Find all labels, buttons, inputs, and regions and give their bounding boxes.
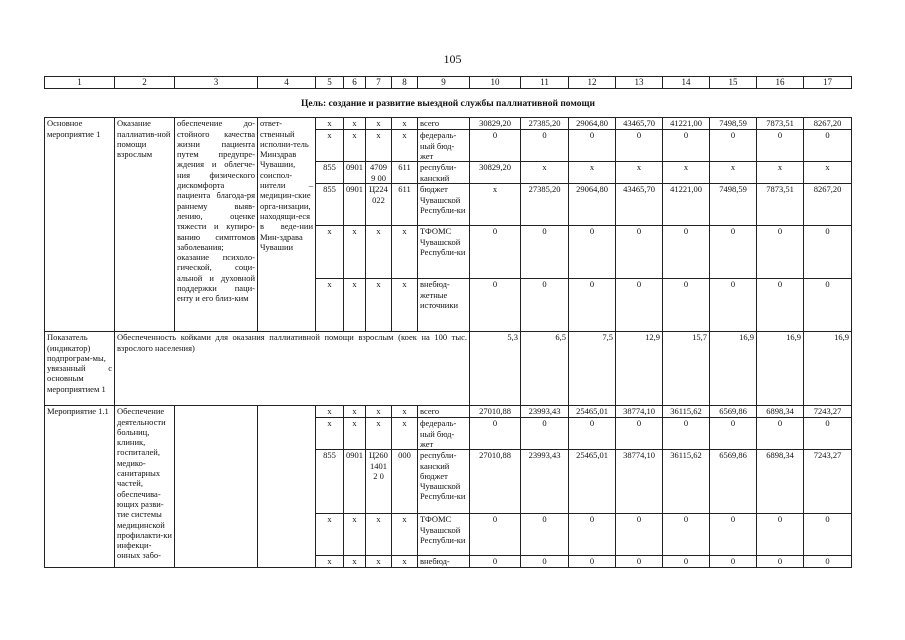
table-cell: x — [316, 130, 344, 162]
value-cell: 0 — [710, 556, 757, 568]
value-cell: 0 — [710, 226, 757, 279]
value-cell: x — [710, 162, 757, 184]
funding-source: республи-канский бюджет Чувашской Республи-ки — [418, 450, 470, 514]
column-number: 7 — [366, 77, 392, 89]
value-cell: 0 — [663, 514, 710, 556]
funding-source: всего — [418, 406, 470, 418]
table-cell: x — [392, 514, 418, 556]
value-cell: 36115,62 — [663, 406, 710, 418]
value-cell: 27385,20 — [521, 118, 569, 130]
value-cell: 0 — [804, 279, 852, 332]
value-cell: 0 — [521, 226, 569, 279]
indicator-value: 16,9 — [757, 332, 804, 406]
column-number: 13 — [616, 77, 663, 89]
funding-source: ТФОМС Чувашской Республи-ки — [418, 514, 470, 556]
value-cell: 0 — [470, 556, 521, 568]
table-cell: x — [316, 118, 344, 130]
table-row — [45, 406, 852, 418]
value-cell: 0 — [521, 130, 569, 162]
value-cell: 0 — [470, 130, 521, 162]
value-cell: 0 — [569, 556, 616, 568]
table-cell: x — [344, 418, 366, 450]
value-cell: 6898,34 — [757, 406, 804, 418]
value-cell: 0 — [757, 130, 804, 162]
column-number: 10 — [470, 77, 521, 89]
value-cell: 6898,34 — [757, 450, 804, 514]
value-cell: x — [663, 162, 710, 184]
table-cell: x — [392, 118, 418, 130]
table-cell: Ц260 14012 0 — [366, 450, 392, 514]
indicator-text: Обеспеченность койками для оказания паллиативной помощи взрослым (коек на 100 тыс. взрослого населения) — [115, 332, 470, 406]
value-cell: 0 — [663, 226, 710, 279]
goal-row — [45, 89, 852, 118]
value-cell: 7498,59 — [710, 118, 757, 130]
value-cell: 0 — [616, 279, 663, 332]
value-cell: 41221,00 — [663, 184, 710, 226]
value-cell: 8267,20 — [804, 184, 852, 226]
table-cell: 855 — [316, 450, 344, 514]
page-number: 105 — [443, 52, 462, 66]
value-cell: 0 — [804, 226, 852, 279]
value-cell: 0 — [470, 418, 521, 450]
table-cell: x — [392, 130, 418, 162]
value-cell: 25465,01 — [569, 406, 616, 418]
value-cell: 0 — [470, 279, 521, 332]
value-cell: 0 — [757, 279, 804, 332]
table-cell: 0901 — [344, 162, 366, 184]
table-cell: 000 — [392, 450, 418, 514]
event-title: Обеспечение деятельности больниц, клиник, госпиталей, медико-санитарных частей, обеспечива-ющих разви-тие системы медицинской профилакти-ки инфекци-онных забо- — [115, 406, 175, 568]
table-cell: x — [316, 418, 344, 450]
value-cell: 0 — [616, 418, 663, 450]
column-number: 3 — [175, 77, 258, 89]
table-cell: 0901 — [344, 184, 366, 226]
column-number: 8 — [392, 77, 418, 89]
value-cell: 36115,62 — [663, 450, 710, 514]
budget-table — [44, 76, 852, 568]
value-cell: 38774,10 — [616, 450, 663, 514]
table-cell: Ц224 022 — [366, 184, 392, 226]
value-cell: 6569,86 — [710, 406, 757, 418]
table-cell: x — [316, 226, 344, 279]
column-number: 11 — [521, 77, 569, 89]
value-cell: 0 — [521, 418, 569, 450]
funding-source: внебюд- — [418, 556, 470, 568]
table-cell: 855 — [316, 162, 344, 184]
value-cell: 27385,20 — [521, 184, 569, 226]
event-description: обеспечение до-стойного качества жизни пациента путем предупре-ждения и облегче-ния физического дискомфорта пациента благода-ря раннему выяв-лению, оценке тяжести и купиро-ванию симптомов заболевания; оказание психоло-гической, соци-альной и духовной поддержки паци-енту и его близ-ким — [175, 118, 258, 332]
funding-source: федераль-ный бюд-жет — [418, 130, 470, 162]
value-cell: 43465,70 — [616, 184, 663, 226]
funding-source: бюджет Чувашской Республи-ки — [418, 184, 470, 226]
value-cell: 0 — [569, 130, 616, 162]
indicator-value: 12,9 — [616, 332, 663, 406]
value-cell: x — [521, 162, 569, 184]
indicator-value: 15,7 — [663, 332, 710, 406]
value-cell: 0 — [663, 418, 710, 450]
table-cell: x — [344, 226, 366, 279]
table-cell: x — [344, 406, 366, 418]
value-cell: 30829,20 — [470, 162, 521, 184]
table-cell: x — [366, 418, 392, 450]
table-cell: x — [344, 279, 366, 332]
funding-source: внебюд-жетные источники — [418, 279, 470, 332]
value-cell: 38774,10 — [616, 406, 663, 418]
value-cell: 27010,88 — [470, 450, 521, 514]
table-cell: x — [392, 406, 418, 418]
goal-title: Цель: создание и развитие выездной службы паллиативной помощи — [301, 99, 595, 109]
value-cell: 30829,20 — [470, 118, 521, 130]
indicator-value: 5,3 — [470, 332, 521, 406]
table-cell: x — [392, 556, 418, 568]
column-number: 14 — [663, 77, 710, 89]
table-cell: x — [392, 279, 418, 332]
value-cell: 23993,43 — [521, 450, 569, 514]
table-cell: x — [344, 514, 366, 556]
value-cell: 0 — [569, 279, 616, 332]
value-cell: x — [804, 162, 852, 184]
event-name: Основное мероприятие 1 — [45, 118, 115, 332]
value-cell: 0 — [757, 418, 804, 450]
table-cell: x — [366, 279, 392, 332]
value-cell: 0 — [616, 130, 663, 162]
value-cell: 0 — [710, 130, 757, 162]
table-cell: x — [344, 118, 366, 130]
value-cell: 0 — [757, 556, 804, 568]
value-cell: 0 — [616, 226, 663, 279]
value-cell: 0 — [804, 130, 852, 162]
value-cell: 0 — [804, 556, 852, 568]
table-row — [45, 118, 852, 130]
table-cell: x — [344, 130, 366, 162]
table-cell: x — [366, 556, 392, 568]
value-cell: x — [616, 162, 663, 184]
event-responsible: ответ-ственный исполни-тель Минздрав Чувашии, соиспол-нители – медицин-ские орга-низации, находящи-еся в веде-нии Мин-здрава Чувашии — [258, 118, 316, 332]
indicator-value: 7,5 — [569, 332, 616, 406]
column-number: 12 — [569, 77, 616, 89]
value-cell: 0 — [616, 514, 663, 556]
table-cell: x — [344, 556, 366, 568]
value-cell: 0 — [663, 130, 710, 162]
value-cell: 43465,70 — [616, 118, 663, 130]
value-cell: 29064,80 — [569, 118, 616, 130]
event-name: Мероприятие 1.1 — [45, 406, 115, 568]
column-number: 5 — [316, 77, 344, 89]
table-cell: x — [392, 226, 418, 279]
table-cell: x — [316, 556, 344, 568]
value-cell: 0 — [804, 418, 852, 450]
value-cell: 0 — [710, 418, 757, 450]
value-cell: 0 — [616, 556, 663, 568]
value-cell: 7873,51 — [757, 118, 804, 130]
header-row — [45, 77, 852, 89]
value-cell: x — [757, 162, 804, 184]
value-cell: 0 — [804, 514, 852, 556]
table-cell: x — [366, 130, 392, 162]
indicator-value: 16,9 — [710, 332, 757, 406]
value-cell: 0 — [569, 226, 616, 279]
funding-source: республи-канский — [418, 162, 470, 184]
value-cell: 0 — [710, 279, 757, 332]
table-cell — [258, 406, 316, 568]
column-number: 17 — [804, 77, 852, 89]
table-cell: x — [366, 514, 392, 556]
column-number: 1 — [45, 77, 115, 89]
column-number: 4 — [258, 77, 316, 89]
value-cell: 0 — [710, 514, 757, 556]
table-cell: x — [366, 406, 392, 418]
indicator-row — [45, 332, 852, 406]
funding-source: федераль-ный бюд-жет — [418, 418, 470, 450]
value-cell: 25465,01 — [569, 450, 616, 514]
value-cell: 0 — [521, 279, 569, 332]
value-cell: 7498,59 — [710, 184, 757, 226]
value-cell: 0 — [757, 226, 804, 279]
table-cell: x — [316, 514, 344, 556]
table-cell: 47099 00 — [366, 162, 392, 184]
value-cell: x — [470, 184, 521, 226]
table-cell: 0901 — [344, 450, 366, 514]
value-cell: 0 — [757, 514, 804, 556]
table-cell: x — [316, 406, 344, 418]
indicator-value: 6,5 — [521, 332, 569, 406]
event-title: Оказание паллиатив-ной помощи взрослым — [115, 118, 175, 332]
table-cell: x — [366, 118, 392, 130]
value-cell: 23993,43 — [521, 406, 569, 418]
table-cell: 611 — [392, 184, 418, 226]
value-cell: 29064,80 — [569, 184, 616, 226]
value-cell: 7873,51 — [757, 184, 804, 226]
funding-source: ТФОМС Чувашской Республи-ки — [418, 226, 470, 279]
value-cell: 7243,27 — [804, 450, 852, 514]
value-cell: 0 — [663, 279, 710, 332]
value-cell: x — [569, 162, 616, 184]
table-cell — [175, 406, 258, 568]
value-cell: 0 — [569, 418, 616, 450]
value-cell: 0 — [470, 514, 521, 556]
value-cell: 27010,88 — [470, 406, 521, 418]
column-number: 16 — [757, 77, 804, 89]
funding-source: всего — [418, 118, 470, 130]
column-number: 2 — [115, 77, 175, 89]
value-cell: 0 — [521, 556, 569, 568]
value-cell: 6569,86 — [710, 450, 757, 514]
value-cell: 41221,00 — [663, 118, 710, 130]
value-cell: 0 — [521, 514, 569, 556]
column-number: 15 — [710, 77, 757, 89]
value-cell: 0 — [569, 514, 616, 556]
column-number: 6 — [344, 77, 366, 89]
value-cell: 8267,20 — [804, 118, 852, 130]
indicator-name: Показатель (индикатор) подпрограм-мы, увязанный с основным мероприятием 1 — [45, 332, 115, 406]
indicator-value: 16,9 — [804, 332, 852, 406]
column-number: 9 — [418, 77, 470, 89]
table-cell: x — [392, 418, 418, 450]
table-cell: x — [316, 279, 344, 332]
table-cell: x — [366, 226, 392, 279]
value-cell: 7243,27 — [804, 406, 852, 418]
value-cell: 0 — [663, 556, 710, 568]
table-cell: 611 — [392, 162, 418, 184]
value-cell: 0 — [470, 226, 521, 279]
table-cell: 855 — [316, 184, 344, 226]
